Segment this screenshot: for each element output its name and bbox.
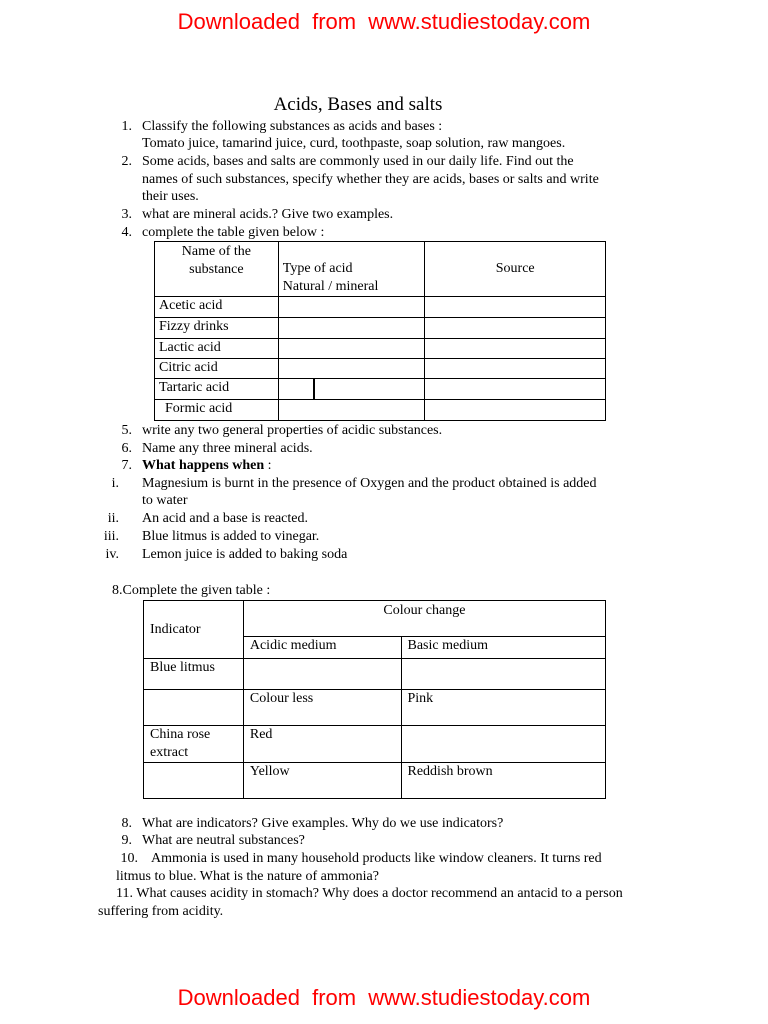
acidic-cell: Yellow (243, 763, 401, 799)
table-row (155, 297, 606, 318)
header-indicator: Indicator (144, 601, 244, 659)
indicator-name: China rose extract (144, 726, 244, 763)
substance-name: Fizzy drinks (155, 318, 279, 339)
header-acidic: Acidic medium (243, 637, 401, 659)
q4-text: complete the table given below : (142, 225, 325, 240)
table2-label: 8.Complete the given table : (112, 583, 271, 598)
table-row (155, 400, 606, 421)
substance-name: Acetic acid (155, 297, 279, 318)
acidic-cell: Red (243, 726, 401, 763)
table-row (155, 359, 606, 379)
q3-text: what are mineral acids.? Give two examples. (142, 207, 394, 222)
table-row (144, 690, 606, 726)
acidic-cell: Colour less (243, 690, 401, 726)
cursor-bar (313, 379, 315, 399)
q11-line-1: 11. What causes acidity in stomach? Why does a doctor recommend an antacid to a person (116, 886, 623, 901)
q4-number: 4. (121, 225, 132, 240)
q6-text: Name any three mineral acids. (142, 441, 313, 456)
type-cell[interactable] (278, 297, 425, 318)
acid-table (154, 241, 606, 421)
q3-number: 3. (121, 207, 132, 222)
page-title: Acids, Bases and salts (273, 94, 443, 115)
q11-number: 11. (116, 886, 133, 901)
q7-sub-ii-number: ii. (107, 511, 119, 526)
substance-name: Tartaric acid (155, 379, 279, 400)
header-basic: Basic medium (401, 637, 606, 659)
q1-line-2: Tomato juice, tamarind juice, curd, toothpaste, soap solution, raw mangoes. (142, 136, 566, 151)
source-cell[interactable] (425, 318, 606, 339)
header-colour-change: Colour change (243, 601, 605, 637)
q11-line-2: suffering from acidity. (98, 904, 224, 919)
download-banner-top[interactable]: Downloaded from www.studiestoday.com (177, 9, 591, 34)
table-row (155, 318, 606, 339)
q2-line-3: their uses. (142, 189, 199, 204)
source-cell[interactable] (425, 359, 606, 379)
q7-sub-iv-number: iv. (105, 547, 119, 562)
q5-text: write any two general properties of acidic substances. (142, 423, 443, 438)
q7-sub-ii-text: An acid and a base is reacted. (142, 511, 308, 526)
source-cell[interactable] (425, 400, 606, 421)
substance-name: Citric acid (155, 359, 279, 379)
q7-number: 7. (121, 458, 132, 473)
type-cell[interactable] (278, 400, 425, 421)
header-type: Type of acid Natural / mineral (278, 242, 425, 297)
q1-number: 1. (121, 119, 132, 134)
q8b-text: What are indicators? Give examples. Why do we use indicators? (142, 816, 504, 831)
source-cell[interactable] (425, 379, 606, 400)
header-name: Name of the substance (155, 242, 279, 297)
q7-sub-i-line-1: Magnesium is burnt in the presence of Oxygen and the product obtained is added (142, 476, 597, 491)
table-row (144, 659, 606, 690)
basic-cell[interactable] (401, 659, 606, 690)
header-source: Source (425, 242, 606, 297)
source-cell[interactable] (425, 339, 606, 359)
q10-line-1: Ammonia is used in many household products like window cleaners. It turns red (151, 851, 602, 866)
substance-name: Formic acid (155, 400, 279, 421)
table-row (144, 726, 606, 763)
q10-number: 10. (120, 851, 138, 866)
substance-name: Lactic acid (155, 339, 279, 359)
q9-number: 9. (121, 833, 132, 848)
q7-sub-iii-number: iii. (103, 529, 119, 544)
table-row (144, 763, 606, 799)
q9-text: What are neutral substances? (142, 833, 305, 848)
type-cell[interactable] (278, 359, 425, 379)
table-row (155, 379, 606, 400)
q7-sub-iii-text: Blue litmus is added to vinegar. (142, 529, 320, 544)
q7-text: What happens when : (142, 458, 272, 473)
q6-number: 6. (121, 441, 132, 456)
indicator-name: Blue litmus (144, 659, 244, 690)
q7-sub-iv-text: Lemon juice is added to baking soda (142, 547, 348, 562)
indicator-table (143, 600, 606, 799)
q1-line-1: Classify the following substances as acids and bases : (142, 119, 443, 134)
indicator-name (144, 690, 244, 726)
type-cell[interactable] (278, 339, 425, 359)
q2-line-2: names of such substances, specify whether they are acids, bases or salts and write (142, 172, 599, 187)
source-cell[interactable] (425, 297, 606, 318)
basic-cell[interactable] (401, 726, 606, 763)
indicator-name[interactable] (144, 763, 244, 799)
q8b-number: 8. (121, 816, 132, 831)
q7-sub-i-line-2: to water (142, 493, 188, 508)
q5-number: 5. (121, 423, 132, 438)
table-row (155, 339, 606, 359)
q2-line-1: Some acids, bases and salts are commonly used in our daily life. Find out the (142, 154, 574, 169)
q2-number: 2. (121, 154, 132, 169)
q7-sub-i-number: i. (111, 476, 119, 491)
acid-table-header-row (155, 242, 606, 297)
indicator-table-header-row (144, 601, 606, 637)
basic-cell: Reddish brown (401, 763, 606, 799)
type-cell[interactable] (278, 318, 425, 339)
q10-line-2: litmus to blue. What is the nature of ammonia? (116, 869, 379, 884)
type-cell[interactable] (278, 379, 425, 400)
basic-cell: Pink (401, 690, 606, 726)
download-banner-bottom[interactable]: Downloaded from www.studiestoday.com (177, 985, 591, 1010)
acidic-cell[interactable] (243, 659, 401, 690)
